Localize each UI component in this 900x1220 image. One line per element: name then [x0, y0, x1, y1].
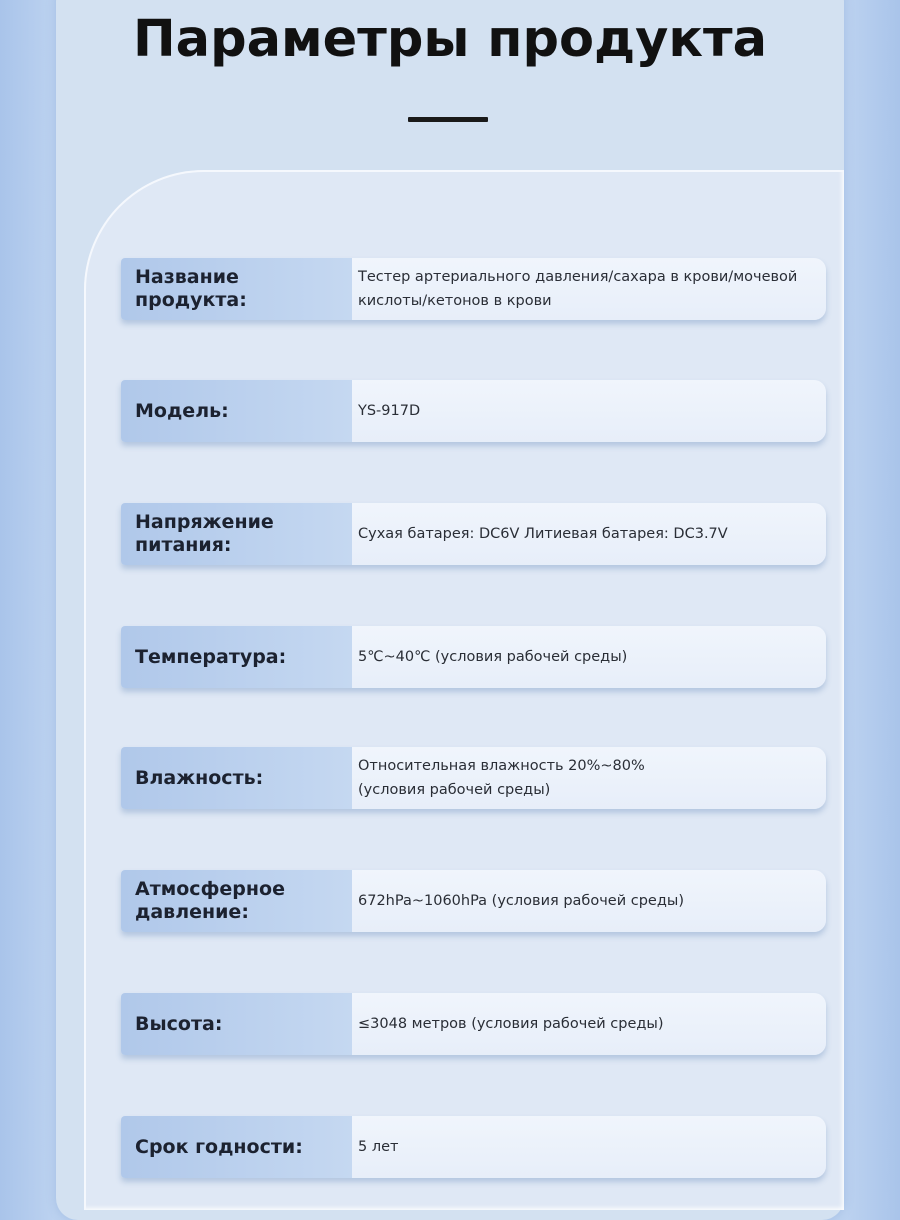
spec-label: Влажность: [121, 747, 352, 809]
spec-row-temperature [121, 626, 826, 688]
spec-label: Высота: [121, 993, 352, 1055]
spec-value-text: 5℃~40℃ (условия рабочей среды) [358, 649, 628, 665]
spec-label: Модель: [121, 380, 352, 442]
spec-value [352, 747, 826, 809]
spec-value [352, 1116, 826, 1178]
spec-label: Напряжение питания: [121, 503, 352, 565]
spec-value [352, 503, 826, 565]
spec-row-pressure [121, 870, 826, 932]
spec-label: Срок годности: [121, 1116, 352, 1178]
spec-label: Температура: [121, 626, 352, 688]
spec-row-shelf-life [121, 1116, 826, 1178]
spec-value [352, 380, 826, 442]
spec-row-product-name [121, 258, 826, 320]
spec-row-altitude [121, 993, 826, 1055]
spec-label: Название продукта: [121, 258, 352, 320]
spec-label: Атмосферное давление: [121, 870, 352, 932]
title-underline [408, 117, 488, 122]
page-title: Параметры продукта [132, 10, 768, 69]
spec-row-voltage [121, 503, 826, 565]
spec-value-text: 5 лет [358, 1139, 399, 1155]
spec-value-text: Сухая батарея: DC6V Литиевая батарея: DC3.7V [358, 526, 728, 542]
spec-value [352, 993, 826, 1055]
spec-value [352, 870, 826, 932]
spec-value-text: ≤3048 метров (условия рабочей среды) [358, 1016, 664, 1032]
spec-value [352, 626, 826, 688]
spec-value-text: Относительная влажность 20%~80% (условия рабочей среды) [358, 758, 645, 798]
spec-value-text: YS-917D [358, 403, 421, 419]
spec-value [352, 258, 826, 320]
spec-value-text: 672hPa~1060hPa (условия рабочей среды) [358, 893, 684, 909]
spec-row-humidity [121, 747, 826, 809]
spec-value-text: Тестер артериального давления/сахара в крови/мочевой кислоты/кетонов в крови [358, 269, 798, 309]
spec-row-model [121, 380, 826, 442]
